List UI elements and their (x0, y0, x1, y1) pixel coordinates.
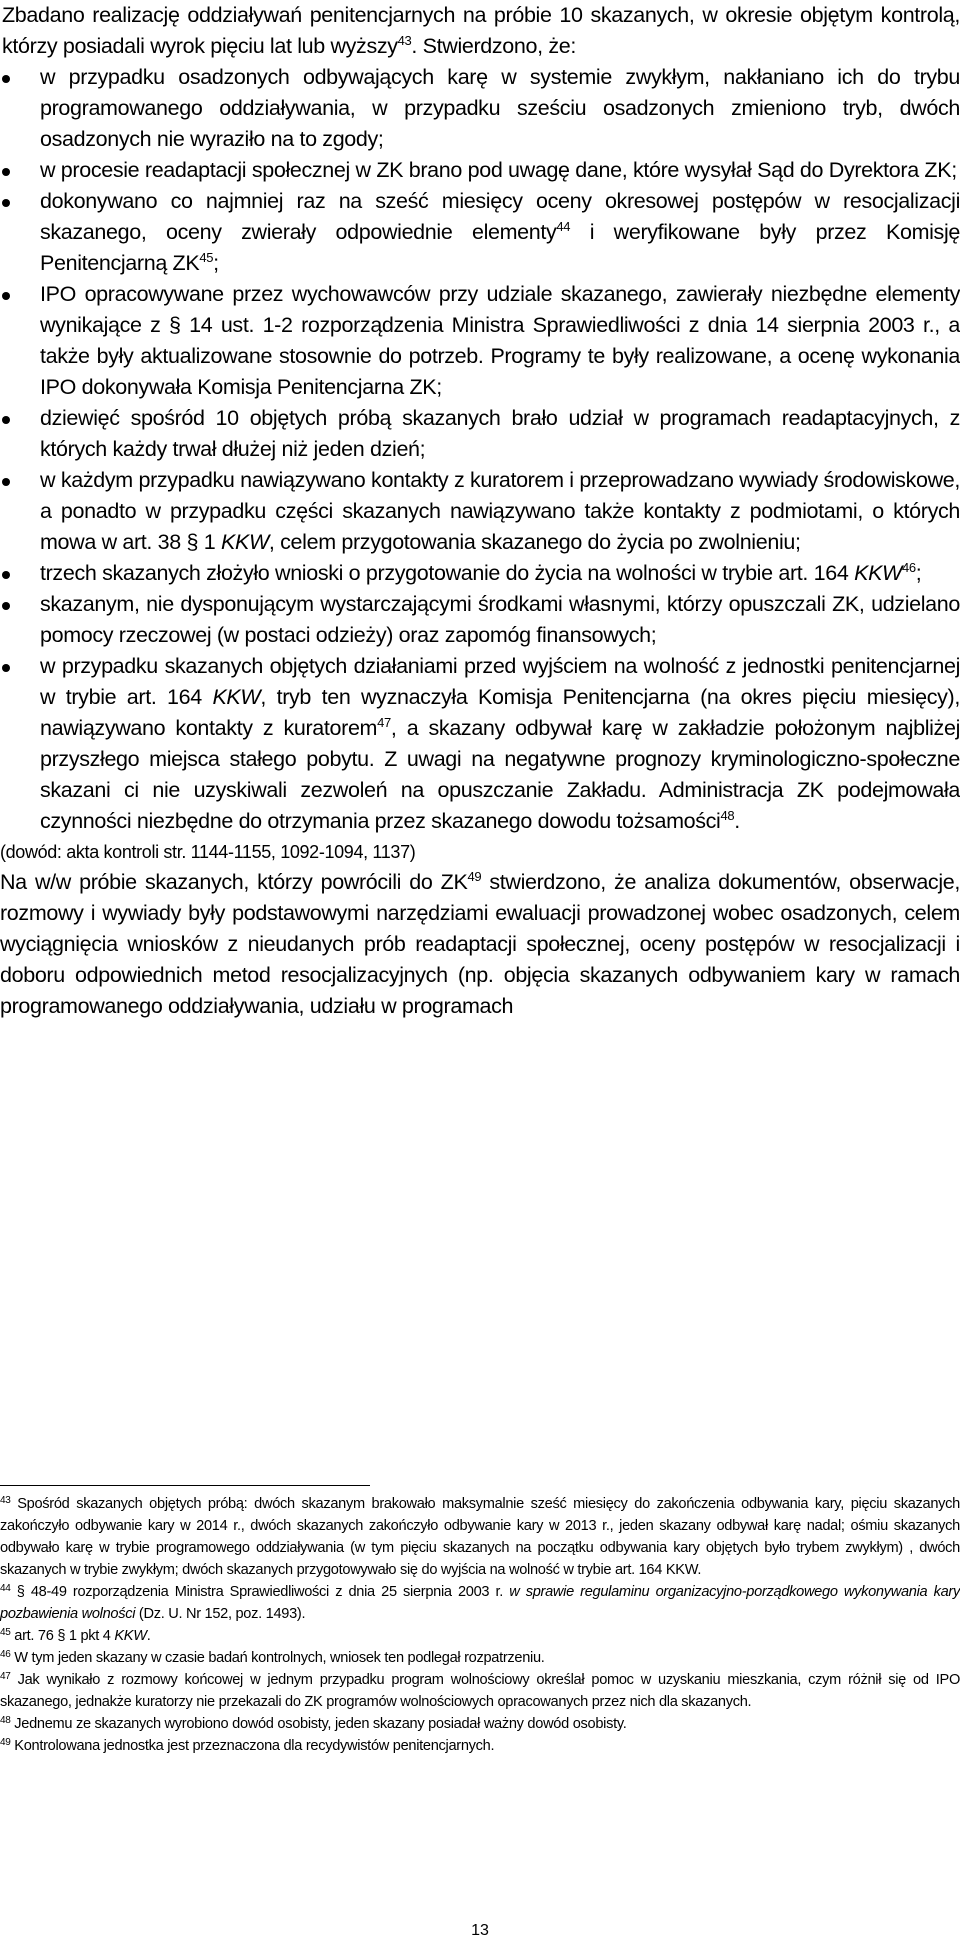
bullet-icon (2, 602, 10, 610)
list-item: w przypadku osadzonych odbywających karę w systemie zwykłym, nakłaniano ich do trybu programowanego oddziaływania, w przypadku sześciu osadzonych zmieniono tryb, dwóch osadzonych nie wyraziło na to zgody; (0, 62, 960, 155)
body-paragraph: Na w/w próbie skazanych, którzy powrócili do ZK$^{49}$ stwierdzono, że analiza dokumentów, obserwacje, rozmowy i wywiady były podstawowymi narzędziami ewaluacji prowadzonej wobec osadzonych, celem wyciągnięcia wniosków z nieudanych prób readaptacji społecznej, oceny postępów w resocjalizacji i doboru odpowiednich metod resocjalizacyjnych (np. objęcia skazanych odbywaniem kary w ramach programowanego oddziaływania, udziału w programach (0, 869, 960, 1018)
bullet-icon (2, 416, 10, 424)
footnote-separator (0, 1485, 370, 1486)
page-number: 13 (471, 1922, 489, 1939)
footnote: $^{46}$ W tym jeden skazany w czasie badań kontrolnych, wniosek ten podlegał rozpatrzeniu. (0, 1649, 545, 1666)
list-item: skazanym, nie dysponującym wystarczającymi środkami własnymi, którzy opuszczali ZK, udzielano pomocy rzeczowej (w postaci odzieży) oraz zapomóg finansowych; (0, 589, 960, 651)
bullet-icon (2, 571, 10, 579)
list-item: w każdym przypadku nawiązywano kontakty z kuratorem i przeprowadzano wywiady środowiskowe, a ponadto w przypadku części skazanych nawiązywano także kontakty z podmiotami, o których mowa w art. 38 § 1 KKW, celem przygotowania skazanego do życia po zwolnieniu; (0, 465, 960, 558)
footnote: $^{45}$ art. 76 § 1 pkt 4 KKW. (0, 1627, 151, 1644)
intro-paragraph: Zbadano realizację oddziaływań penitencjarnych na próbie 10 skazanych, w okresie objętym kontrolą, którzy posiadali wyrok pięciu lat lub wyższy$^{43}$. Stwierdzono, że: (2, 3, 960, 58)
footnotes (0, 1493, 960, 1757)
footnote-ref: 48 (720, 808, 735, 823)
footnote-ref: 46 (902, 560, 916, 575)
footnote-ref: 47 (377, 715, 391, 730)
bullet-icon (2, 199, 10, 207)
footnote: $^{49}$ Kontrolowana jednostka jest przeznaczona dla recydywistów penitencjarnych. (0, 1737, 495, 1754)
bullet-icon (2, 75, 10, 83)
evidence-source-note: (dowód: akta kontroli str. 1144-1155, 1092-1094, 1137) (0, 842, 416, 862)
footnote-ref: 44 (556, 219, 571, 234)
footnote-ref: 45 (199, 250, 214, 265)
footnote-ref: 49 (467, 869, 482, 884)
list-item: dziewięć spośród 10 objętych próbą skazanych brało udział w programach readaptacyjnych, z których każdy trwał dłużej niż jeden dzień; (0, 403, 960, 465)
bullet-icon (2, 292, 10, 300)
list-item: dokonywano co najmniej raz na sześć miesięcy oceny okresowej postępów w resocjalizacji skazanego, oceny zwierały odpowiednie elementy$^{44}$ i weryfikowane były przez Komisję Penitencjarną ZK$^{45}$; (0, 186, 960, 279)
list-item: w procesie readaptacji społecznej w ZK brano pod uwagę dane, które wysyłał Sąd do Dyrektora ZK; (0, 155, 960, 186)
list-item: w przypadku skazanych objętych działaniami przed wyjściem na wolność z jednostki penitencjarnej w trybie art. 164 KKW, tryb ten wyznaczyła Komisja Penitencjarna (na okres pięciu miesięcy), nawiązywano kontakty z kuratorem$^{47}$, a skazany odbywał karę w zakładzie położonym najbliżej przyszłego miejsca stałego pobytu. Z uwagi na negatywne prognozy kryminologiczno-społeczne skazani ci nie uzyskiwali zezwoleń na opuszczanie Zakładu. Administracja ZK podejmowała czynności niezbędne do otrzymania przez skazanego dowodu tożsamości$^{48}$. (0, 651, 960, 837)
list-item: IPO opracowywane przez wychowawców przy udziale skazanego, zawierały niezbędne elementy wynikające z § 14 ust. 1-2 rozporządzenia Ministra Sprawiedliwości z dnia 14 sierpnia 2003 r., a także były aktualizowane stosownie do potrzeb. Programy te były realizowane, a ocenę wykonania IPO dokonywała Komisja Penitencjarna ZK; (0, 279, 960, 403)
footnote: $^{44}$ § 48-49 rozporządzenia Ministra Sprawiedliwości z dnia 25 sierpnia 2003 r. w sprawie regulaminu organizacyjno-porządkowego wykonywania kary pozbawienia wolności (Dz. U. Nr 152, poz. 1493). (0, 1583, 960, 1622)
footnote: $^{43}$ Spośród skazanych objętych próbą: dwóch skazanym brakowało maksymalnie sześć miesięcy do zakończenia odbywania kary, pięciu skazanych zakończyło odbywanie kary w 2014 r., dwóch skazanych zakończyło odbywanie kary w 2013 r., jeden skazany odbywał karę nadal; ośmiu skazanych odbywało karę w trybie programowego oddziaływania (w tym pięciu skazanych na początku odbywania kary objętych było trybem zwykłym) , dwóch skazanych w trybie zwykłym; dwóch skazanych przygotowywało się do wyjścia na wolność w trybie art. 164 KKW. (0, 1495, 960, 1578)
footnote-ref: 43 (397, 33, 412, 48)
bullet-icon (2, 664, 10, 672)
footnote: $^{47}$ Jak wynikało z rozmowy końcowej w jednym przypadku program wolnościowy określał pomoc w uzyskaniu mieszkania, czym różnił się od IPO skazanego, jednakże kuratorzy nie przekazali do ZK programów wolnościowych opracowanych przez nich dla skazanych. (0, 1671, 960, 1710)
findings-list (0, 62, 960, 837)
list-item: trzech skazanych złożyło wnioski o przygotowanie do życia na wolności w trybie art. 164 KKW$^{46}$; (0, 558, 960, 589)
bullet-icon (2, 168, 10, 176)
bullet-icon (2, 478, 10, 486)
footnote: $^{48}$ Jednemu ze skazanych wyrobiono dowód osobisty, jeden skazany posiadał ważny dowód osobisty. (0, 1715, 627, 1732)
